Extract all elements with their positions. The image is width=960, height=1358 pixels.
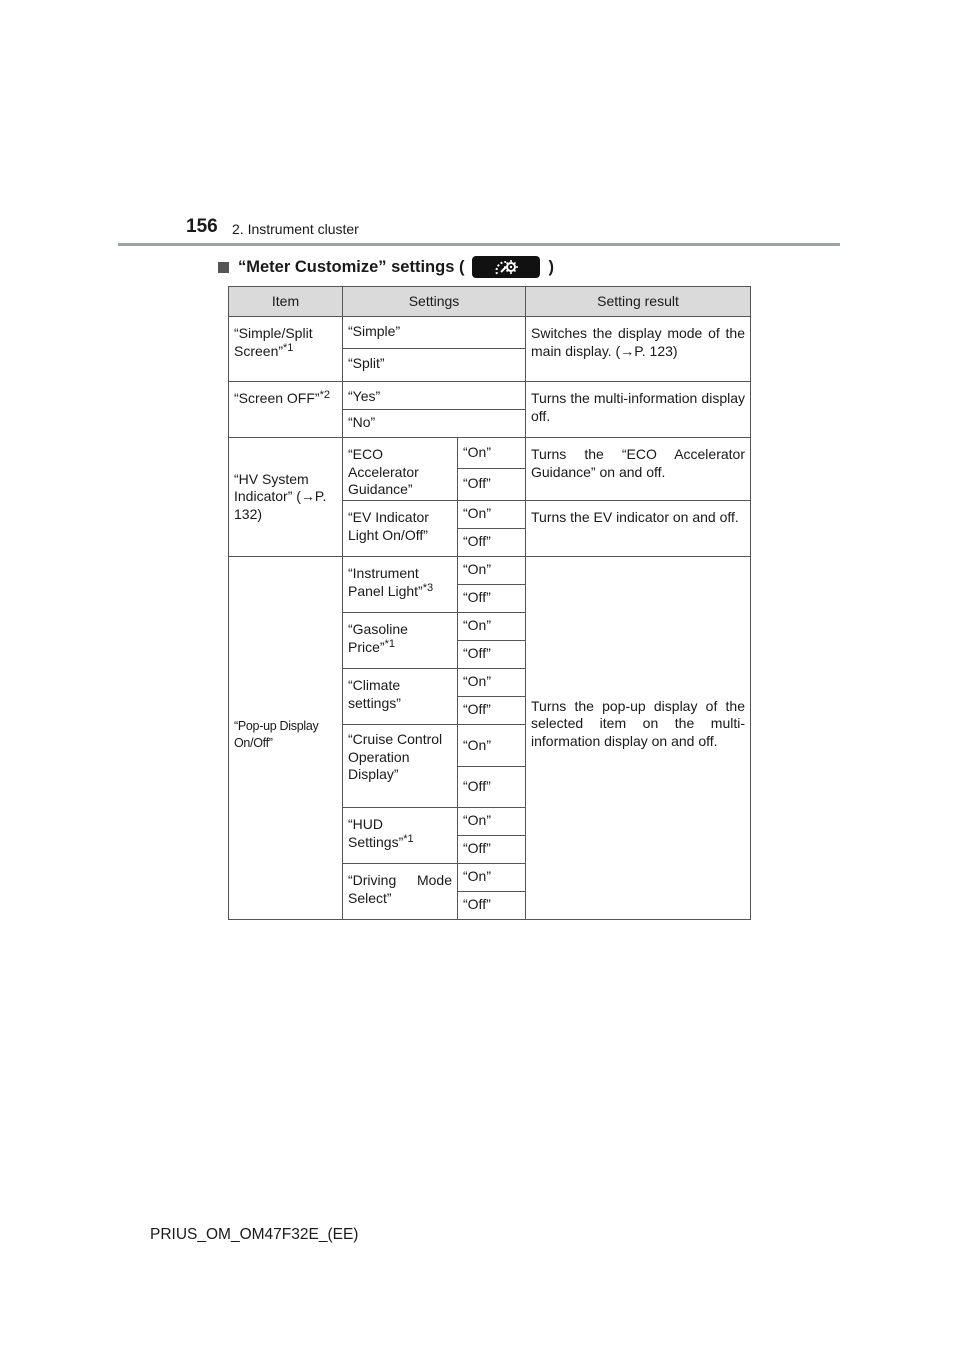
header-rule [118, 243, 840, 246]
setting-on: “On” [458, 438, 526, 469]
footnote-mark: *1 [384, 637, 395, 650]
document-id: PRIUS_OM_OM47F32E_(EE) [150, 1226, 359, 1243]
setting-off: “Off” [458, 836, 526, 864]
setting-on: “On” [458, 669, 526, 697]
table-row [229, 438, 751, 469]
setting-on: “On” [458, 613, 526, 641]
sub-item-gasoline-price: “Gasoline Price”$^{*1}$ [343, 613, 458, 669]
meter-customize-table [228, 286, 751, 920]
sub-item-ev-indicator: “EV Indicator Light On/Off” [343, 501, 458, 557]
result-eco-guidance: Turns the “ECO Accelerator Guidance” on and off. [526, 438, 751, 501]
section-title-end: ) [548, 257, 554, 276]
footnote-mark: *1 [403, 832, 414, 845]
setting-off: “Off” [458, 697, 526, 725]
sub-item-climate-settings: “Climate settings” [343, 669, 458, 725]
section-title-start: “Meter Customize” settings ( [238, 257, 465, 276]
item-hv-system: “HV System Indicator” (→P. 132) [229, 438, 343, 557]
item-screen-off: “Screen OFF”$^{*2}$ [229, 382, 343, 438]
setting-off: “Off” [458, 469, 526, 501]
chapter-title: 2. Instrument cluster [232, 221, 359, 237]
column-header-setting-result: Setting result [526, 287, 751, 317]
table-row [229, 557, 751, 585]
setting-simple: “Simple” [343, 317, 526, 349]
setting-no: “No” [343, 410, 526, 438]
sub-item-driving-mode: “Driving Mode Select” [343, 864, 458, 920]
setting-on: “On” [458, 501, 526, 529]
setting-off: “Off” [458, 529, 526, 557]
setting-split: “Split” [343, 349, 526, 382]
setting-on: “On” [458, 725, 526, 767]
section-heading [218, 256, 554, 278]
meter-customize-icon [472, 256, 540, 278]
bullet-square-icon [218, 262, 229, 273]
setting-off: “Off” [458, 641, 526, 669]
result-popup-display: Turns the pop-up display of the selected item on the multi-information display on and off. [526, 557, 751, 920]
setting-off: “Off” [458, 892, 526, 920]
result-screen-off: Turns the multi-information display off. [526, 382, 751, 438]
sub-item-hud-settings: “HUD Settings”$^{*1}$ [343, 808, 458, 864]
sub-item-eco-guidance: “ECO Accelerator Guidance” [343, 438, 458, 501]
setting-off: “Off” [458, 585, 526, 613]
table-row [229, 382, 751, 410]
setting-on: “On” [458, 808, 526, 836]
setting-on: “On” [458, 864, 526, 892]
item-popup-display: “Pop-up Display On/Off” [229, 557, 343, 920]
setting-off: “Off” [458, 767, 526, 808]
table-header-row [229, 287, 751, 317]
item-simple-split: “Simple/Split Screen”$^{*1}$ [229, 317, 343, 382]
footnote-mark: *1 [283, 341, 294, 354]
setting-yes: “Yes” [343, 382, 526, 410]
setting-on: “On” [458, 557, 526, 585]
sub-item-cruise-control: “Cruise Control Operation Display” [343, 725, 458, 808]
page-number: 156 [186, 216, 218, 237]
sub-item-instrument-panel-light: “Instrument Panel Light”$^{*3}$ [343, 557, 458, 613]
column-header-settings: Settings [343, 287, 526, 317]
result-ev-indicator: Turns the EV indicator on and off. [526, 501, 751, 557]
footnote-mark: *2 [319, 389, 330, 401]
footnote-mark: *3 [422, 581, 434, 594]
column-header-item: Item [229, 287, 343, 317]
table-row [229, 317, 751, 349]
result-simple-split: Switches the display mode of the main display. (→P. 123) [526, 317, 751, 382]
